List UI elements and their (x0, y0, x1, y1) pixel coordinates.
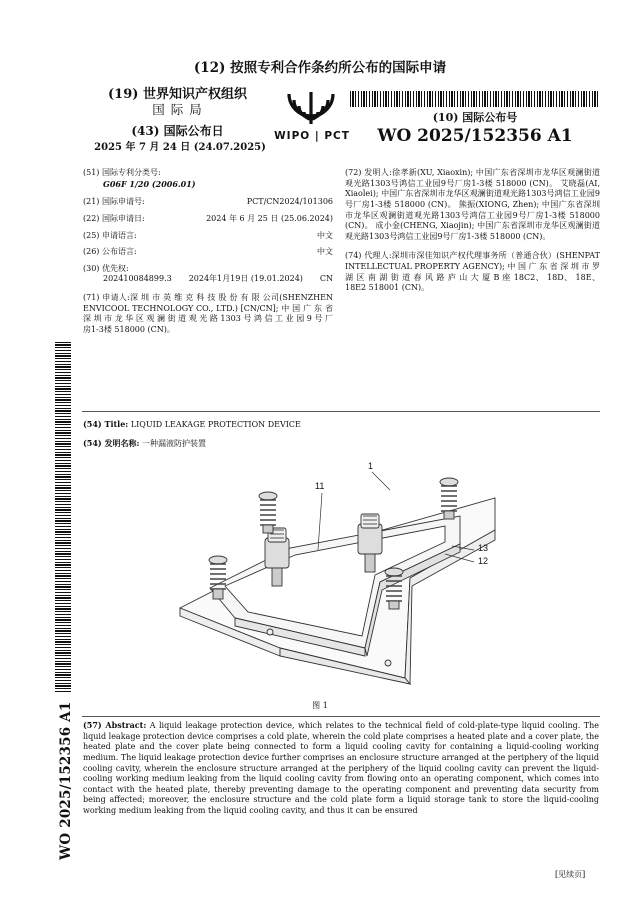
spring-screw-2 (259, 492, 277, 533)
filing-date-row (83, 214, 333, 225)
barcode-image (350, 91, 600, 107)
continued-note: [见续页] (555, 870, 586, 879)
application-number: PCT/CN2024/101306 (246, 197, 333, 207)
ipc-value: G06F 1/20 (2006.01) (103, 178, 196, 189)
inventors-text: 徐孝新(XU, Xiaoxin); 中国广东省深圳市龙华区观澜街道观光路1303号鸿信工业园9号厂房1-3楼 518000 (CN)。 艾晓磊(AI, Xiaolei); 中国广东省深圳市龙华区观澜街道观光路1303号鸿信工业园9号厂房1-3楼 518000 (CN)。 熊振(XIONG, Zhen); 中国广东省深圳市龙华区观澜街道观光路1303号鸿信工业园9号厂房1-3楼 518000 (CN)。 成小金(CHENG, Xiaojin); 中国广东省深圳市龙华区观澜街道观光路1303号鸿信工业园9号厂房1-3楼 518000 (CN)。 (345, 168, 600, 241)
publication-date: 2025 年 7 月 24 日 (24.07.2025) (94, 142, 266, 153)
ipc-label: (51) 国际专利分类号: (83, 168, 161, 177)
side-barcode-image (55, 342, 71, 692)
applicant-label: (71) 申请人: (83, 293, 130, 302)
side-publication-number: WO 2025/152356 A1 (58, 701, 74, 860)
abstract-block (83, 720, 599, 817)
title-english-label: (54) Title: (83, 419, 129, 429)
priority-country: CN (319, 274, 333, 284)
publication-number-label: (10) 国际公布号 (432, 111, 518, 124)
agent-label: (74) 代理人: (345, 251, 392, 261)
publication-language-label: (26) 公布语言: (83, 247, 137, 257)
abstract-label: (57) Abstract: (83, 720, 147, 730)
organization-name: (19) 世界知识产权组织 (108, 87, 247, 102)
publication-number: WO 2025/152356 A1 (377, 126, 573, 146)
abstract-divider (82, 716, 600, 717)
filing-date-label: (22) 国际申请日: (83, 213, 145, 223)
figure-drawing (160, 458, 520, 694)
callout-13: 13 (478, 543, 489, 553)
filing-date: 2024 年 6 月 25 日 (25.06.2024) (206, 213, 333, 223)
bibliographic-right (345, 168, 600, 294)
publication-date-label: (43) 国际公布日 (131, 124, 224, 138)
callout-12: 12 (478, 556, 489, 566)
filing-language: 中文 (317, 230, 333, 240)
applicant-block (83, 293, 333, 336)
priority-label: (30) 优先权: (83, 263, 129, 273)
publication-language-row (83, 247, 333, 258)
priority-row (83, 274, 333, 285)
bibliographic-left (83, 168, 333, 336)
callout-11: 11 (315, 481, 325, 491)
inventors-label: (72) 发明人: (345, 168, 392, 177)
document-kind: (12) 按照专利合作条约所公布的国际申请 (193, 60, 447, 76)
inventors-block (345, 168, 600, 242)
application-number-row (83, 197, 333, 208)
abstract-text: A liquid leakage protection device, which relates to the technical field of cold-plate-type liquid cooling. The liquid leakage protection device comprises a cold plate, wherein the cold plate comprises a heated plate and a cover plate, the heated plate and the cover plate being connected to form a liquid cooling cavity for containing a liquid-cooling working medium. The liquid leakage protection device further comprises an enclosure structure arranged at the periphery of the liquid cooling cavity, wherein the enclosure structure arranged at the periphery of the liquid cooling cavity can prevent the liquid-cooling working medium leaking from the liquid cooling cavity from flowing onto an operating component, which comes into contact with the heated plate, thereby preventing damage to the operating component and preventing data security from being affected; moreover, the enclosure structure and the cold plate form a liquid storage tank to store the liquid-cooling working medium leaking from the liquid cooling cavity, and thus it can be ensured (83, 721, 600, 815)
figure-caption: 图 1 (312, 701, 328, 710)
priority-number: 202410084899.3 (103, 274, 172, 284)
title-english: LIQUID LEAKAGE PROTECTION DEVICE (130, 420, 301, 429)
bureau-name: 国 际 局 (152, 102, 203, 117)
agent-text: 深圳市深佳知识产权代理事务所（普通合伙）(SHENPAT INTELLECTUAL PROPERTY AGENCY); 中 国 广 东 省 深 圳 市 罗 湖 区 南 湖 街 道 春 风 路 庐 山 大 厦 B 座 18C2、 18D、 18E、18E2 518001 (CN)。 (345, 251, 600, 293)
application-number-label: (21) 国际申请号: (83, 197, 145, 207)
filing-language-row (83, 231, 333, 242)
section-divider (82, 411, 600, 412)
title-chinese-row (83, 438, 583, 450)
device-drawing-svg (160, 458, 520, 694)
applicant-text: 深 圳 市 英 维 克 科 技 股 份 有 限 公司(SHENZHEN ENVICOOL TECHNOLOGY CO., LTD.) [CN/CN]; 中 国 广 东 省 深 圳 市 龙 华 区 观 澜 街 道 观 光 路 1303 号 鸿 信 工 业 园 9 号 厂房1-3楼 518000 (CN)。 (83, 293, 333, 334)
callout-1: 1 (368, 461, 374, 471)
agent-block (345, 251, 600, 294)
priority-date: 2024年1月19日 (19.01.2024) (188, 274, 303, 284)
title-english-row (83, 419, 583, 431)
title-chinese: 一种漏液防护装置 (142, 439, 206, 448)
filing-language-label: (25) 申请语言: (83, 230, 137, 240)
publication-language: 中文 (317, 247, 333, 257)
wipo-pct-logo-text: WIPO | PCT (274, 130, 350, 142)
title-chinese-label: (54) 发明名称: (83, 438, 140, 448)
